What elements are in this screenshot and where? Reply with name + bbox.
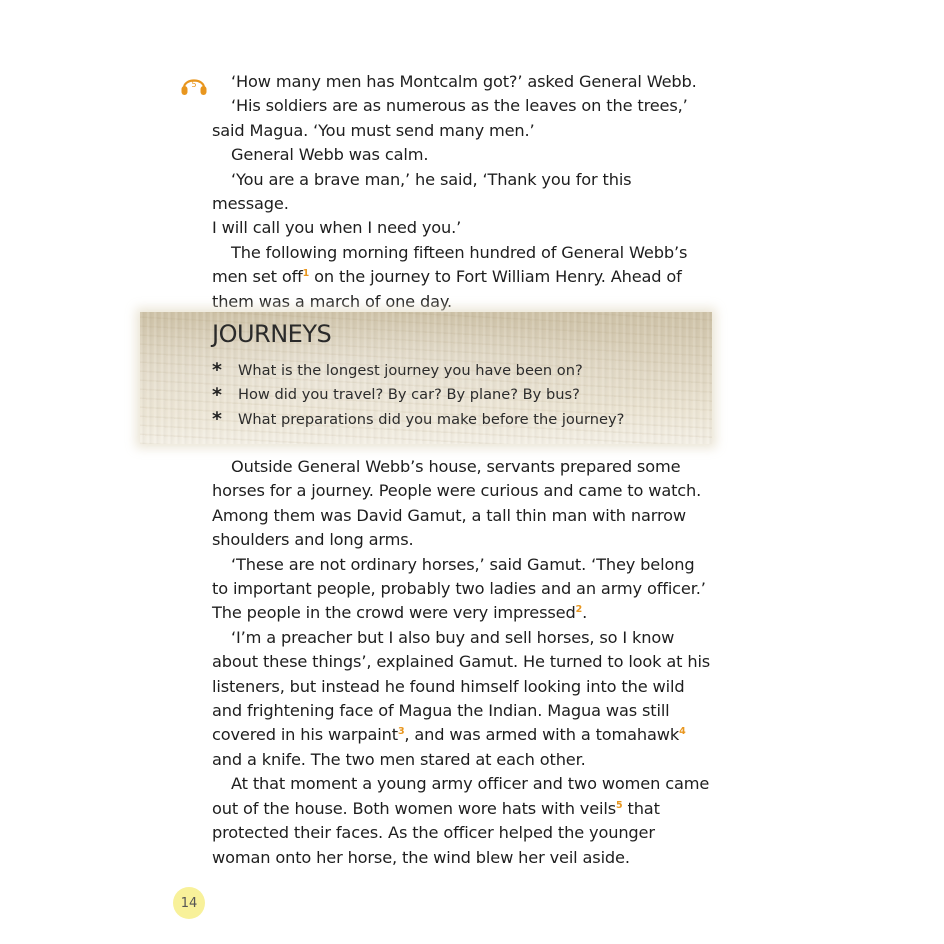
footnote-marker[interactable]: 4 [679,726,686,738]
paragraph-text: . [582,603,588,623]
paragraph [212,626,712,772]
paragraph [212,772,712,870]
paragraph-text: At that moment a young army officer and two women came out of the house. Both women wore hats with veils [212,774,710,818]
footnote-marker[interactable]: 3 [397,726,405,738]
journeys-discussion-box [140,312,712,444]
star-bullet-icon: * [212,359,222,382]
paragraph: Outside General Webb’s house, servants prepared some horses for a journey. People were curious and came to watch. Among them was David Gamut, a tall thin man with narrow shoulders and long arms. [212,457,702,550]
journeys-title: JOURNEYS [212,320,332,348]
paragraph: ‘You are a brave man,’ he said, ‘Thank you for this message. [212,169,632,214]
list-item [212,358,624,383]
journeys-question-list [212,358,624,432]
question-text: What preparations did you make before the journey? [238,410,625,428]
bottom-text-block [212,455,712,870]
list-item [212,407,624,432]
paragraph-text: and a knife. The two men stared at each other. [212,749,586,769]
question-text: What is the longest journey you have been on? [238,361,583,379]
headphones-icon[interactable] [180,72,208,98]
paragraph-text: The following morning fifteen hundred of General Webb’s men set off [212,242,688,287]
paragraph: ‘These are not ordinary horses,’ said Gamut. ‘They belong to important people, probably two ladies and an army officer.’ [212,554,706,599]
paragraph [212,241,712,314]
paragraph-text: , and was armed with a tomahawk [404,725,680,745]
paragraph-text: on the journey to Fort William Henry. Ahead of them was a march of one day. [212,267,682,311]
audio-track-number: 5 [191,80,197,89]
paragraph: General Webb was calm. [231,145,429,165]
top-text-block [212,70,712,314]
footnote-marker[interactable]: 5 [616,799,623,811]
footnote-marker[interactable]: 2 [575,604,583,616]
page-number: 14 [173,887,205,919]
question-text: How did you travel? By car? By plane? By bus? [238,386,580,404]
star-bullet-icon: * [212,408,222,431]
paragraph-text: The people in the crowd were very impressed [212,603,576,623]
paragraph: ‘How many men has Montcalm got?’ asked General Webb. [231,72,697,91]
paragraph-text: ‘I’m a preacher but I also buy and sell horses, so I know about these things’, explained Gamut. He turned to look at his listeners, but instead he found himself looking into the wild and frightening face of Magua the Indian. Magua was still covered in his warpaint [212,627,711,745]
paragraph: ‘His soldiers are as numerous as the leaves on the trees,’ said Magua. ‘You must send many men.’ [212,96,688,140]
paragraph [212,601,712,625]
paragraph-text: that protected their faces. As the officer helped the younger woman onto her horse, the wind blew her veil aside. [212,798,660,867]
paragraph: I will call you when I need you.’ [212,218,462,238]
list-item [212,383,624,408]
star-bullet-icon: * [212,383,222,406]
footnote-marker[interactable]: 1 [302,268,310,280]
